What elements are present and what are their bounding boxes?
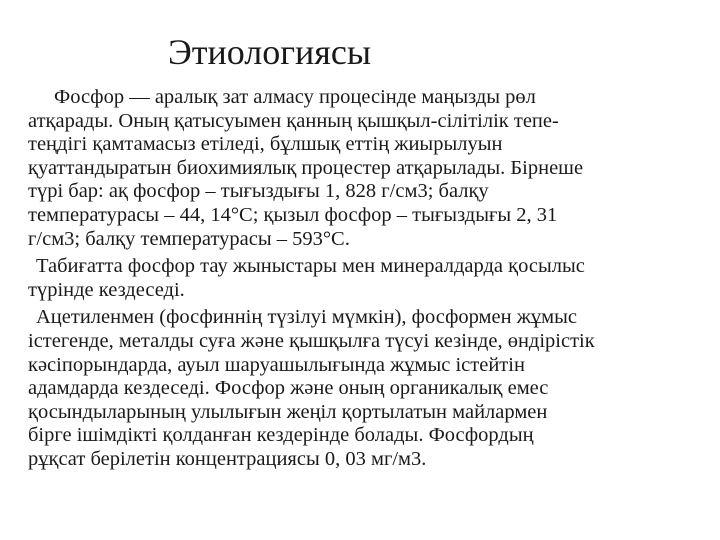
text-line: атқарады. Оның қатысуымен қанның қышқыл-сілітілік тепе- <box>28 109 559 132</box>
text-line: бірге ішімдікті қолданған кездерінде болады. Фосфордың <box>28 424 534 447</box>
text-line: адамдарда кездеседі. Фосфор және оның органикалық емес <box>28 377 549 400</box>
text-line: г/см3; балқу температурасы – 593°С. <box>28 227 350 250</box>
text-line: түрінде кездеседі. <box>28 278 185 301</box>
slide-title: Этиологиясы <box>168 32 372 72</box>
text-line: қосындыларының улылығын жеңіл қортылатын майлармен <box>28 400 548 423</box>
text-line: температурасы – 44, 14°С; қызыл фосфор – тығыздығы 2, 31 <box>28 203 558 226</box>
text-line: түрі бар: ақ фосфор – тығыздығы 1, 828 г/см3; балқу <box>28 180 489 203</box>
text-line: теңдігі қамтамасыз етіледі, бұлшық еттің жиырылуын <box>28 133 503 156</box>
text-line: істегенде, металды суға және қышқылға түсуі кезінде, өндірістік <box>28 329 595 352</box>
paragraph-properties <box>28 86 704 251</box>
text-line: қуаттандыратын биохимиялық процестер атқарылады. Бірнеше <box>28 156 584 179</box>
text-line: кәсіпорындарда, ауыл шаруашылығында жұмыс істейтін <box>28 353 525 376</box>
text-line: Ацетиленмен (фосфиннің түзілуі мүмкін), фосформен жұмыс <box>36 306 577 329</box>
text-line: Табиғатта фосфор тау жыныстары мен минералдарда қосылыс <box>36 255 585 278</box>
paragraph-exposure <box>28 306 704 471</box>
text-line: Фосфор — аралық зат алмасу процесінде маңызды рөл <box>54 86 536 108</box>
paragraph-occurrence <box>28 255 704 302</box>
text-line: рұқсат берілетін концентрациясы 0, 03 мг/м3. <box>28 447 427 470</box>
slide-body <box>28 86 704 476</box>
